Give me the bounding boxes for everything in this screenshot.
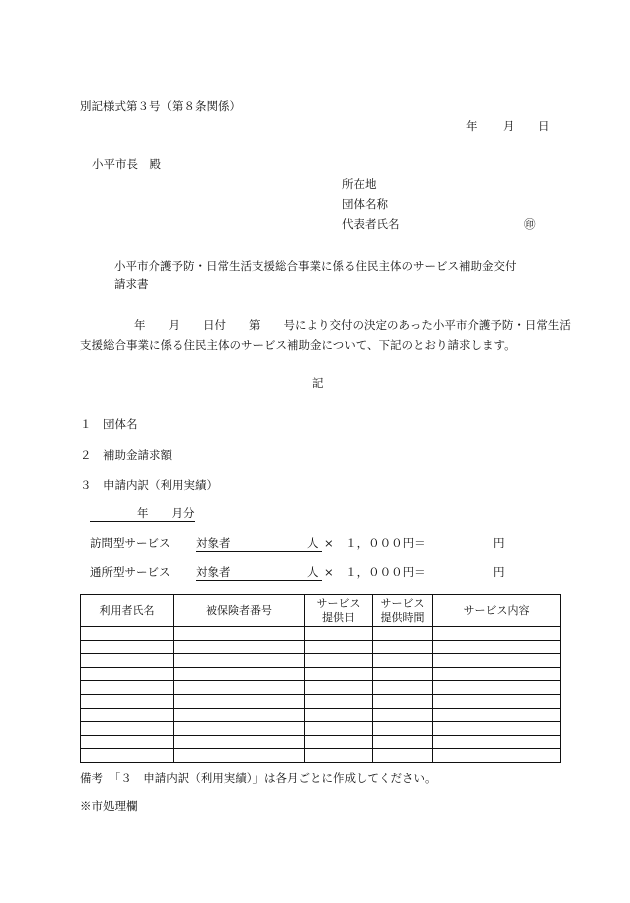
target-underline-visit [196,551,322,552]
body-line2: 支援総合事業に係る住民主体のサービス補助金について、下記のとおり請求します。 [80,338,516,352]
service-time-cell[interactable] [373,681,433,695]
service-time-cell[interactable] [373,722,433,736]
note-remarks: 備考 「３ 申請内訳（利用実績）」は各月ごとに作成してください。 [80,771,437,785]
header-insured-number: 被保険者番号 [174,595,305,627]
service-date-cell[interactable] [305,708,373,722]
user-name-cell[interactable] [81,654,174,668]
service-content-cell[interactable] [433,667,561,681]
service-people-visit: 人 [307,536,319,550]
service-yen-visit: 円 [493,536,505,550]
insured-number-cell[interactable] [174,749,305,763]
organization-label: 団体名称 [342,197,388,211]
user-name-cell[interactable] [81,749,174,763]
item-organization-name: １ 団体名 [80,417,138,431]
table-body [81,627,561,763]
user-name-cell[interactable] [81,708,174,722]
service-content-cell[interactable] [433,640,561,654]
service-content-cell[interactable] [433,654,561,668]
header-service-date: サービス 提供日 [305,595,373,627]
service-time-cell[interactable] [373,749,433,763]
service-target-daycare: 対象者 [196,565,231,579]
user-name-cell[interactable] [81,722,174,736]
table-row [81,627,561,641]
insured-number-cell[interactable] [174,722,305,736]
document-title-line1: 小平市介護予防・日常生活支援総合事業に係る住民主体のサービス補助金交付 [114,259,517,273]
insured-number-cell[interactable] [174,627,305,641]
service-date-cell[interactable] [305,694,373,708]
service-content-cell[interactable] [433,708,561,722]
service-date-cell[interactable] [305,722,373,736]
date-day: 日 [538,119,550,133]
service-time-cell[interactable] [373,694,433,708]
table-row [81,722,561,736]
table-row [81,640,561,654]
office-use-label: ※市処理欄 [80,799,138,813]
representative-label: 代表者氏名 [342,217,400,231]
user-name-cell[interactable] [81,640,174,654]
service-calc-daycare: × １，０００円＝ [324,565,426,579]
insured-number-cell[interactable] [174,735,305,749]
month-line: 年 月分 [137,506,195,520]
item-application-breakdown: ３ 申請内訳（利用実績） [80,478,218,492]
date-month: 月 [503,119,515,133]
service-date-cell[interactable] [305,640,373,654]
service-date-cell[interactable] [305,749,373,763]
date-year: 年 [466,119,478,133]
service-date-cell[interactable] [305,667,373,681]
usage-table [80,594,561,763]
service-people-daycare: 人 [307,565,319,579]
table-row [81,694,561,708]
service-date-cell[interactable] [305,627,373,641]
service-date-cell[interactable] [305,654,373,668]
user-name-cell[interactable] [81,735,174,749]
user-name-cell[interactable] [81,681,174,695]
insured-number-cell[interactable] [174,708,305,722]
seal-mark: ㊞ [524,217,536,231]
month-underline [90,521,195,522]
user-name-cell[interactable] [81,627,174,641]
target-underline-daycare [196,580,322,581]
service-calc-visit: × １，０００円＝ [324,536,426,550]
service-yen-daycare: 円 [493,565,505,579]
service-date-cell[interactable] [305,735,373,749]
insured-number-cell[interactable] [174,654,305,668]
insured-number-cell[interactable] [174,681,305,695]
service-content-cell[interactable] [433,735,561,749]
table-header-row [81,595,561,627]
form-label: 別記様式第３号（第８条関係） [80,99,241,113]
table-row [81,681,561,695]
body-line1: 年 月 日付 第 号により交付の決定のあった小平市介護予防・日常生活 [134,318,571,332]
service-target-visit: 対象者 [196,536,231,550]
service-date-cell[interactable] [305,681,373,695]
document-title-line2: 請求書 [114,277,149,291]
service-content-cell[interactable] [433,681,561,695]
service-content-cell[interactable] [433,627,561,641]
address-label: 所在地 [342,177,377,191]
item-subsidy-amount: ２ 補助金請求額 [80,448,172,462]
header-service-time: サービス 提供時間 [373,595,433,627]
header-service-content: サービス内容 [433,595,561,627]
addressee-mayor: 小平市長 殿 [92,157,161,171]
insured-number-cell[interactable] [174,640,305,654]
table-row [81,708,561,722]
service-time-cell[interactable] [373,627,433,641]
user-name-cell[interactable] [81,694,174,708]
service-time-cell[interactable] [373,708,433,722]
service-content-cell[interactable] [433,749,561,763]
service-content-cell[interactable] [433,694,561,708]
record-heading: 記 [312,376,324,390]
service-type-visit: 訪問型サービス [90,536,171,550]
table-row [81,654,561,668]
service-content-cell[interactable] [433,722,561,736]
user-name-cell[interactable] [81,667,174,681]
service-time-cell[interactable] [373,667,433,681]
service-time-cell[interactable] [373,735,433,749]
table-row [81,667,561,681]
insured-number-cell[interactable] [174,694,305,708]
table-row [81,735,561,749]
header-user-name: 利用者氏名 [81,595,174,627]
service-time-cell[interactable] [373,640,433,654]
insured-number-cell[interactable] [174,667,305,681]
service-time-cell[interactable] [373,654,433,668]
table-row [81,749,561,763]
service-type-daycare: 通所型サービス [90,565,171,579]
